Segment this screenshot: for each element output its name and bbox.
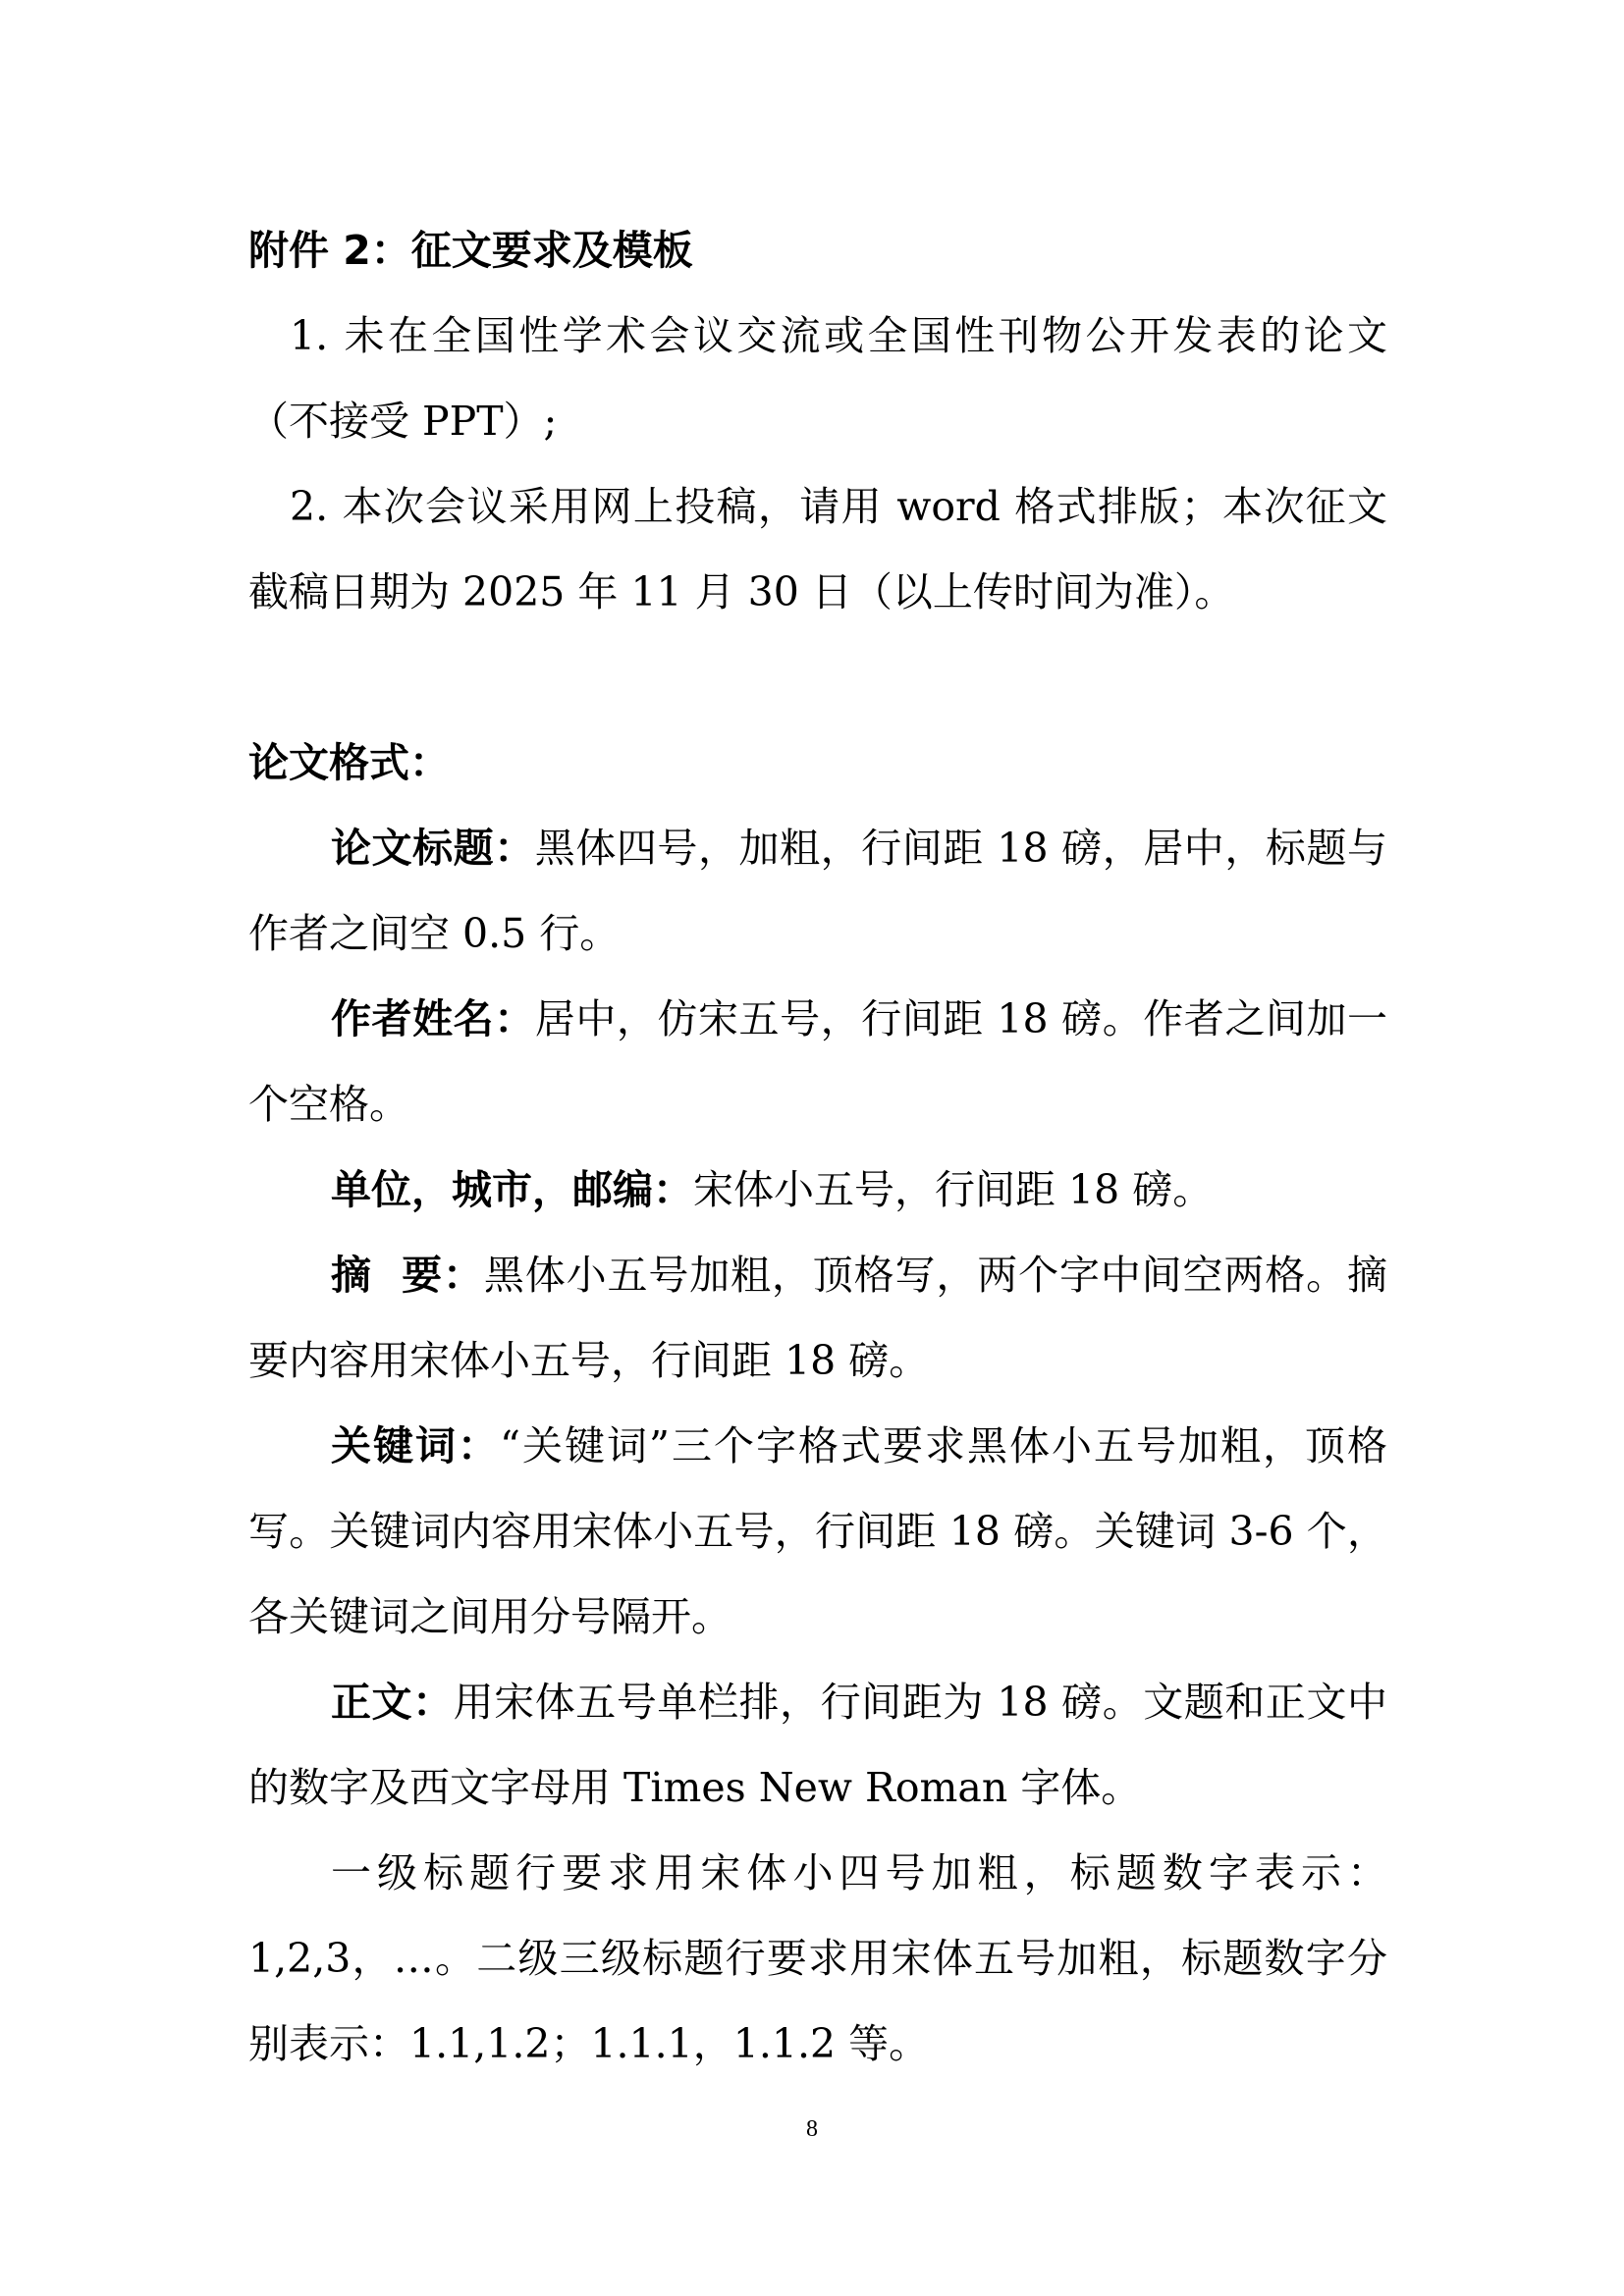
rule-title-text: 黑体四号，加粗，行间距 18 磅，居中，标题与作者之间空 0.5 行。 bbox=[248, 825, 1388, 957]
rule-title bbox=[248, 806, 1387, 977]
requirement-item-1: 1. 未在全国性学术会议交流或全国性刊物公开发表的论文（不接受 PPT）; bbox=[248, 312, 1387, 445]
rule-headings: 一级标题行要求用宋体小四号加粗，标题数字表示：1,2,3，…。二级三级标题行要求用宋体五号加粗，标题数字分别表示：1.1,1.2；1.1.1，1.1.2 等。 bbox=[248, 1849, 1387, 2067]
rule-keywords bbox=[248, 1404, 1387, 1660]
rule-affiliation-text: 宋体小五号，行间距 18 磅。 bbox=[693, 1166, 1214, 1213]
blank-line bbox=[248, 635, 1387, 721]
rule-body-text: 用宋体五号单栏排，行间距为 18 磅。文题和正文中的数字及西文字母用 Times New Roman 字体。 bbox=[248, 1679, 1388, 1811]
rule-title-label: 论文标题： bbox=[331, 825, 535, 872]
rule-abstract-text: 黑体小五号加粗，顶格写，两个字中间空两格。摘要内容用宋体小五号，行间距 18 磅。 bbox=[248, 1252, 1387, 1384]
page-number: 8 bbox=[806, 2116, 818, 2142]
rule-keywords-label: 关键词： bbox=[331, 1422, 501, 1469]
rule-author-label: 作者姓名： bbox=[331, 995, 535, 1042]
rule-affiliation-label: 单位，城市，邮编： bbox=[331, 1166, 693, 1213]
rule-affiliation bbox=[248, 1148, 1387, 1233]
rule-author bbox=[248, 977, 1387, 1148]
rule-keywords-text: “关键词”三个字格式要求黑体小五号加粗，顶格写。关键词内容用宋体小五号，行间距 18 磅。关键词 3-6 个，各关键词之间用分号隔开。 bbox=[248, 1422, 1388, 1640]
rule-author-text: 居中，仿宋五号，行间距 18 磅。作者之间加一个空格。 bbox=[248, 995, 1388, 1128]
format-heading: 论文格式： bbox=[248, 739, 450, 786]
rule-body bbox=[248, 1660, 1387, 1831]
rule-abstract bbox=[248, 1233, 1387, 1404]
attachment-heading: 附件 2：征文要求及模板 bbox=[248, 227, 693, 274]
page-content bbox=[248, 208, 1387, 2087]
rule-body-label: 正文： bbox=[331, 1679, 454, 1726]
rule-abstract-label: 摘 要： bbox=[331, 1252, 484, 1299]
requirement-item-2: 2. 本次会议采用网上投稿，请用 word 格式排版；本次征文截稿日期为 2025 年 11 月 30 日（以上传时间为准）。 bbox=[248, 483, 1387, 615]
